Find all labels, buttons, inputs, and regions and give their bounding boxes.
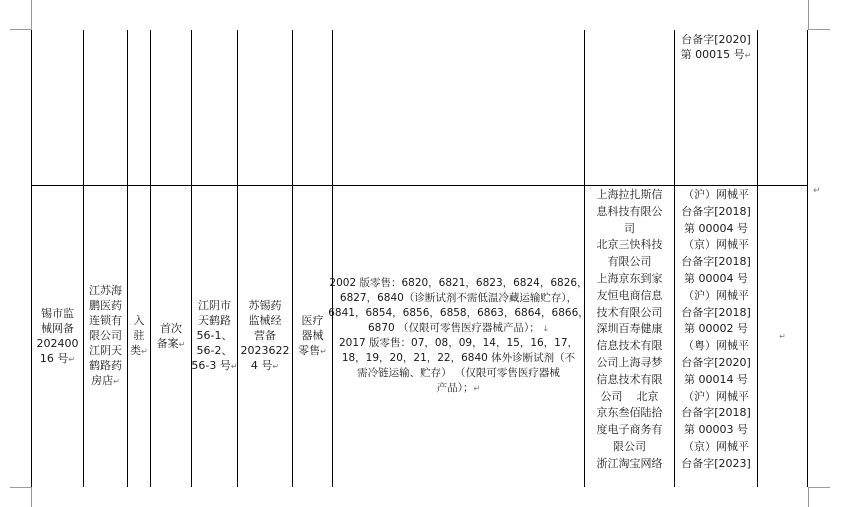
text-line: 上海京东到家 <box>596 271 663 285</box>
text-line: 56-2、 <box>196 344 233 357</box>
text-line: 北京三快科技 <box>596 238 663 252</box>
text-line: 第 00003 号 <box>683 423 748 437</box>
text-line: 信息技术有限 <box>596 339 663 353</box>
text-line: 息科技有限公 <box>596 204 663 218</box>
text-line: 首次 <box>159 321 182 335</box>
text-line: （京）网械平 <box>682 439 749 453</box>
crop-mark-top-right <box>808 0 809 30</box>
text-line: 房店↵ <box>91 374 120 387</box>
text-line: 江阴天 <box>89 344 122 357</box>
text-line: 2002 版零售：6820，6821，6823，6824，6826， <box>329 277 588 289</box>
text-line: 上海拉扎斯信 <box>596 188 663 201</box>
text-line: 公司上海寻梦 <box>596 355 663 369</box>
table-border-right <box>807 30 808 487</box>
business-category-cell <box>293 186 332 486</box>
platform-filing-text <box>681 32 752 63</box>
text-line: 2023622 <box>240 344 290 357</box>
platform-name-cell <box>585 187 674 487</box>
text-line: 类↵ <box>130 344 148 357</box>
paragraph-mark: ↵ <box>779 331 786 341</box>
text-line: （沪）网械平 <box>682 389 749 403</box>
text-line: 器械 <box>301 329 324 342</box>
text-line: 江阴市 <box>198 299 231 312</box>
text-line: （粤）网械平 <box>682 339 749 353</box>
crop-mark-bottom-right-h <box>808 487 830 488</box>
text-line: 6870 （仅限可零售医疗器械产品）； ↓ <box>367 322 550 334</box>
text-line: 浙江淘宝网络 <box>596 456 663 470</box>
text-line: 锡市监 <box>41 306 74 320</box>
text-line: 台备字[2023] <box>681 456 751 470</box>
crop-mark-top-left <box>31 0 32 30</box>
license-number-cell <box>238 186 292 486</box>
text-line: 有限公司 <box>607 255 652 269</box>
text-line: 鹤路药 <box>89 359 122 372</box>
text-line: 第 00002 号 <box>683 322 748 336</box>
text-line: 56-3 号↵ <box>191 359 238 372</box>
text-line: （沪）网械平 <box>682 288 749 302</box>
text-line: 第 00014 号 <box>683 372 748 386</box>
text-line: 天鹤路 <box>198 314 231 327</box>
text-line: 第 00004 号 <box>683 221 748 235</box>
text-line: 营备 <box>254 329 276 342</box>
text-line: （沪）网械平 <box>682 188 749 201</box>
text-line: 台备字[2018] <box>681 255 751 269</box>
text-line: 2017 版零售：07，08，09，14，15，16，17， <box>338 337 579 349</box>
text-line: 台备字[2018] <box>681 406 751 420</box>
text-line: 公司 北京 <box>600 389 659 403</box>
text-line: 医疗 <box>301 314 324 327</box>
type-cell <box>128 186 150 486</box>
text-line: 入 <box>133 314 145 327</box>
text-line: 深圳百寿健康 <box>596 322 663 336</box>
text-line: 备案↵ <box>156 336 186 350</box>
text-line: 56-1、 <box>196 329 233 342</box>
address-cell <box>192 186 237 486</box>
text-line: 限公司 <box>613 439 646 453</box>
platform-filing-cell <box>674 32 758 92</box>
text-line: 6841，6854，6856，6858，6863，6864，6866， <box>328 307 589 319</box>
crop-mark-top-left-h <box>10 29 32 30</box>
text-line: 202400 <box>36 336 79 350</box>
text-line: 4 号↵ <box>250 359 280 372</box>
text-line: 零售↵ <box>298 344 327 357</box>
text-line: 技术有限公司 <box>596 305 663 319</box>
text-line: 度电子商务有 <box>596 423 663 437</box>
text-line: 需冷链运输、贮存） （仅限可零售医疗器械 <box>357 367 560 379</box>
text-line: 6827，6840（诊断试剂不需低温冷藏运输贮存）， <box>339 292 578 304</box>
text-line: 友恒电商信息 <box>596 288 663 302</box>
text-line: 16 号↵ <box>39 351 76 365</box>
platform-filing-cell <box>675 187 757 487</box>
text-line: 18，19，20，21，22，6840 体外诊断试剂（不 <box>341 352 576 364</box>
text-line: 江苏海 <box>89 284 122 297</box>
text-line: 台备字[2018] <box>681 204 751 218</box>
crop-mark-top-right-h <box>808 29 830 30</box>
company-name-cell <box>84 186 127 486</box>
text-line: 京东叁佰陆拾 <box>596 406 663 420</box>
crop-mark-bottom-right <box>808 487 809 507</box>
text-line: 产品）；↵ <box>436 382 481 394</box>
text-line: 第 00004 号 <box>683 271 748 285</box>
record-number-cell <box>32 186 83 486</box>
text-line: 鹏医药 <box>89 299 122 312</box>
text-line: 械网备 <box>41 321 74 335</box>
business-scope-cell <box>328 186 589 486</box>
crop-mark-bottom-left <box>31 487 32 507</box>
text-line: 台备字[2020] <box>681 355 751 369</box>
remarks-cell <box>758 186 807 486</box>
text-line: 驻 <box>133 329 145 342</box>
text-line: 第 00015 号↵ <box>680 48 752 61</box>
crop-mark-bottom-left-h <box>10 487 32 488</box>
registry-table <box>31 30 808 487</box>
text-line: 台备字[2020] <box>681 33 751 46</box>
text-line: 信息技术有限 <box>596 372 663 386</box>
text-line: 苏锡药 <box>248 299 282 312</box>
text-line: 司 <box>624 221 635 235</box>
text-line: （京）网械平 <box>682 238 749 252</box>
text-line: 台备字[2018] <box>681 305 751 319</box>
text-line: 监械经 <box>248 314 282 327</box>
text-line: 连锁有 <box>89 314 122 327</box>
row-end-mark: ↵ <box>813 186 821 196</box>
text-line: 限公司 <box>89 329 122 342</box>
action-cell <box>151 186 191 486</box>
